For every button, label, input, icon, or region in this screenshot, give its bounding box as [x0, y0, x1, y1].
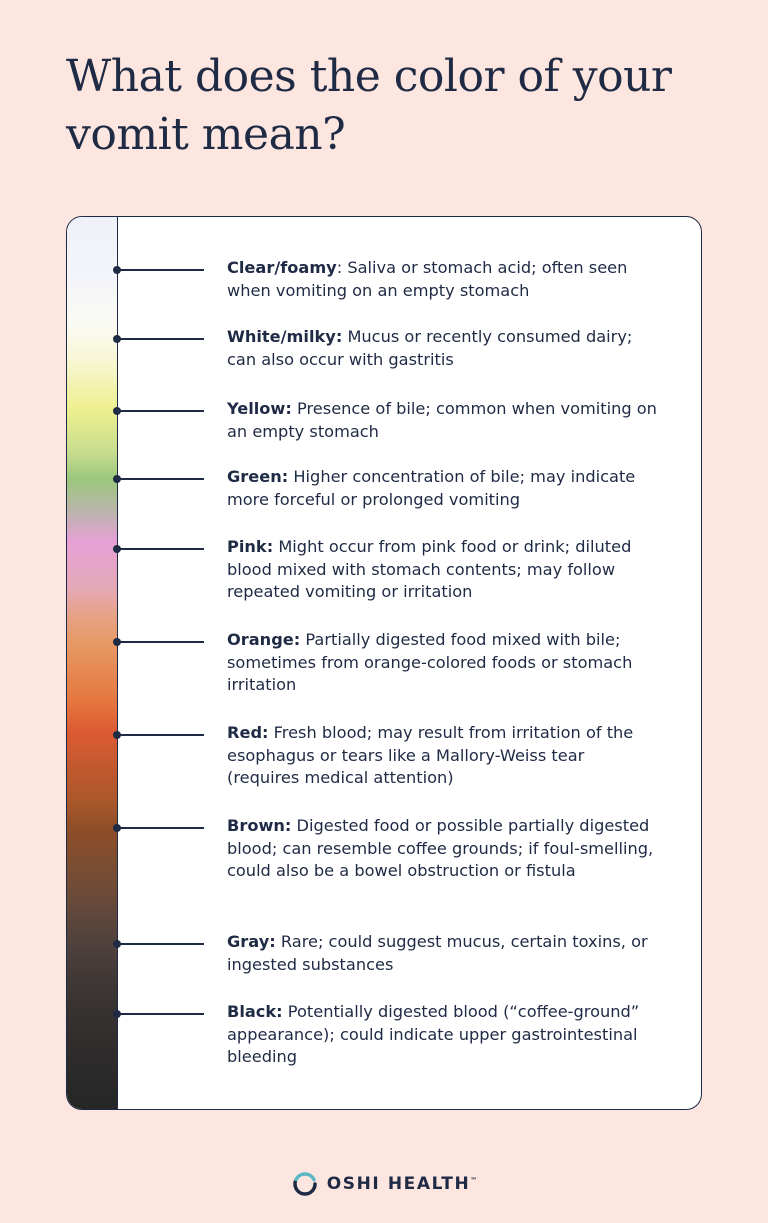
connector-line [118, 269, 204, 271]
brand-name [327, 1174, 478, 1194]
item-description [227, 398, 657, 443]
item-text: Rare; could suggest mucus, certain toxins, or ingested substances [227, 932, 648, 974]
item-label: White/milky: [227, 327, 343, 346]
item-description [227, 257, 657, 302]
connector-line [118, 827, 204, 829]
item-label: Green: [227, 467, 289, 486]
item-text: Digested food or possible partially digested blood; can resemble coffee grounds; if foul-smelling, could also be a bowel obstruction or fistula [227, 816, 654, 880]
item-text: : Saliva or stomach acid; often seen when vomiting on an empty stomach [227, 258, 628, 300]
connector-line [118, 478, 204, 480]
item-description [227, 536, 657, 604]
item-description [227, 722, 657, 790]
connector-line [118, 734, 204, 736]
brand-text: OSHI HEALTH [326, 1174, 471, 1194]
item-label: Red: [227, 723, 269, 742]
item-label: Black: [227, 1002, 283, 1021]
item-text: Higher concentration of bile; may indicate more forceful or prolonged vomiting [227, 467, 636, 509]
item-description [227, 1001, 657, 1069]
item-text: Potentially digested blood (“coffee-ground” appearance); could indicate upper gastrointestinal bleeding [227, 1002, 640, 1066]
item-label: Orange: [227, 630, 301, 649]
item-description [227, 466, 657, 511]
connector-line [118, 338, 204, 340]
color-guide-card [66, 216, 702, 1110]
connector-line [118, 1013, 204, 1015]
connector-line [118, 548, 204, 550]
item-description [227, 931, 657, 976]
connector-line [118, 641, 204, 643]
item-text: Mucus or recently consumed dairy; can also occur with gastritis [227, 327, 633, 369]
item-label: Brown: [227, 816, 292, 835]
item-label: Pink: [227, 537, 274, 556]
item-label: Clear/foamy [227, 258, 337, 277]
color-gradient-bar [67, 217, 118, 1109]
item-description [227, 326, 657, 371]
item-description [227, 629, 657, 697]
page-title: What does the color of your vomit mean? [66, 51, 672, 160]
item-text: Presence of bile; common when vomiting on an empty stomach [227, 399, 657, 441]
oshi-logo-icon [291, 1170, 319, 1198]
connector-line [118, 943, 204, 945]
item-description [227, 815, 657, 883]
connector-line [118, 410, 204, 412]
item-label: Gray: [227, 932, 276, 951]
item-label: Yellow: [227, 399, 292, 418]
item-text: Partially digested food mixed with bile; sometimes from orange-colored foods or stomach irritation [227, 630, 633, 694]
item-text: Might occur from pink food or drink; diluted blood mixed with stomach contents; may follow repeated vomiting or irritation [227, 537, 632, 601]
item-text: Fresh blood; may result from irritation of the esophagus or tears like a Mallory-Weiss tear (requires medical attention) [227, 723, 634, 787]
trademark-symbol: ™ [470, 1176, 478, 1185]
brand-footer [0, 1170, 768, 1198]
